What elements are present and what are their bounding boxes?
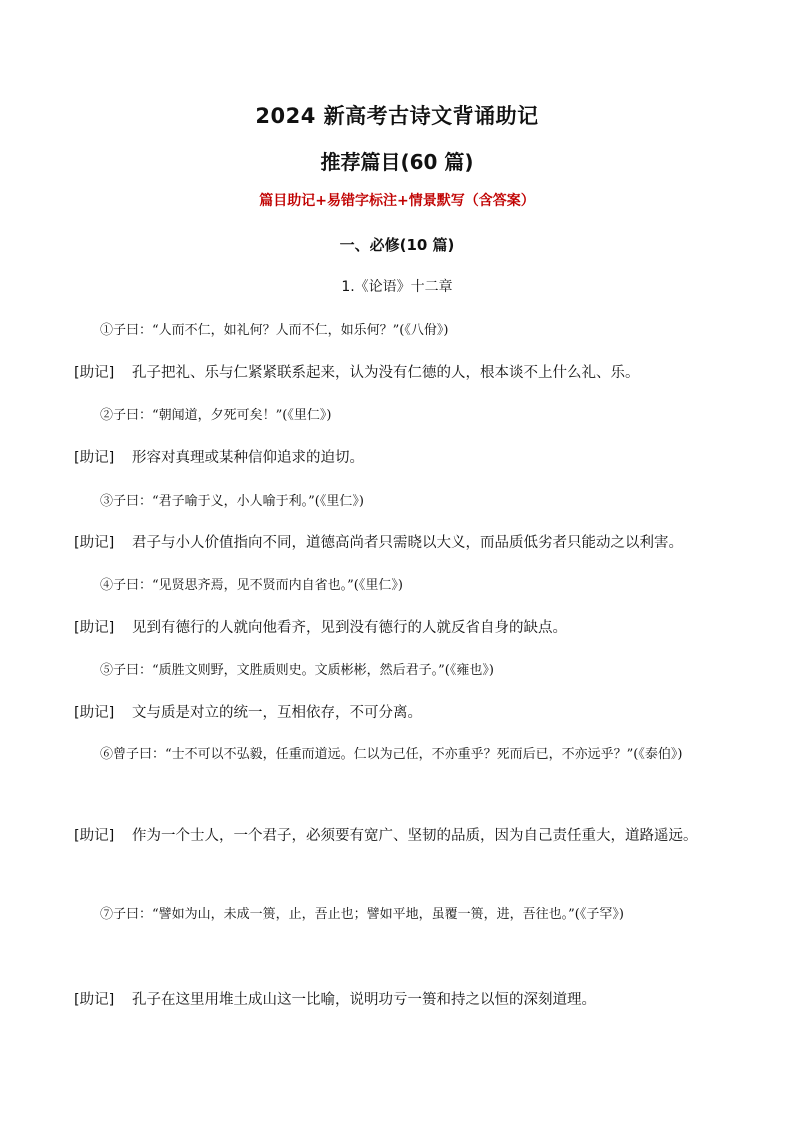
memo-text: 见到有德行的人就向他看齐，见到没有德行的人就反省自身的缺点。 [132, 620, 567, 636]
memo-text: 文与质是对立的统一，互相依存，不可分离。 [132, 705, 422, 721]
quote-paragraph: ⑥曾子曰：“士不可以不弘毅，任重而道远。仁以为己任，不亦重乎？死而后已，不亦远乎？”(《泰伯》) [100, 747, 683, 762]
memo-tag: [助记] [74, 992, 115, 1008]
memo-tag: [助记] [74, 365, 115, 381]
memo-paragraph [74, 816, 724, 856]
document-subtitle: 推荐篇目(60 篇) [320, 150, 474, 174]
memo-tag: [助记] [74, 450, 115, 466]
document-title: 2024 新高考古诗文背诵助记 [255, 104, 539, 128]
quote-line: ⑤子曰：“质胜文则野，文胜质则史。文质彬彬，然后君子。”(《雍也》) [100, 663, 494, 678]
quote-line: ①子曰：“人而不仁，如礼何？人而不仁，如乐何？”(《八佾》) [100, 323, 449, 338]
section-heading: 一、必修(10 篇) [339, 236, 455, 254]
memo-line [74, 531, 754, 552]
quote-line: ④子曰：“见贤思齐焉，见不贤而内自省也。”(《里仁》) [100, 578, 403, 593]
memo-text: 君子与小人价值指向不同，道德高尚者只需晓以大义，而品质低劣者只能动之以利害。 [132, 535, 683, 551]
quote-line: ③子曰：“君子喻于义，小人喻于利。”(《里仁》) [100, 494, 364, 509]
memo-line [74, 446, 754, 467]
memo-tag: [助记] [74, 705, 115, 721]
memo-tag: [助记] [74, 620, 115, 636]
quote-paragraph: ⑦子曰：“譬如为山，未成一篑，止，吾止也；譬如平地，虽覆一篑，进，吾往也。”(《子罕》) [100, 907, 624, 922]
memo-text: 孔子在这里用堆土成山这一比喻，说明功亏一篑和持之以恒的深刻道理。 [132, 992, 596, 1008]
memo-line [74, 701, 754, 722]
memo-line [74, 988, 754, 1009]
memo-text: 作为一个士人，一个君子，必须要有宽广、坚韧的品质，因为自己责任重大，道路遥远。 [132, 828, 698, 844]
memo-line [74, 616, 754, 637]
memo-tag: [助记] [74, 535, 115, 551]
document-tagline: 篇目助记+易错字标注+情景默写（含答案） [259, 193, 535, 209]
chapter-heading: 1.《论语》十二章 [341, 279, 453, 295]
memo-text: 形容对真理或某种信仰追求的迫切。 [132, 450, 364, 466]
quote-line: ②子曰：“朝闻道，夕死可矣！”(《里仁》) [100, 408, 332, 423]
memo-tag: [助记] [74, 828, 115, 844]
memo-line [74, 361, 754, 382]
memo-text: 孔子把礼、乐与仁紧紧联系起来，认为没有仁德的人，根本谈不上什么礼、乐。 [132, 365, 640, 381]
